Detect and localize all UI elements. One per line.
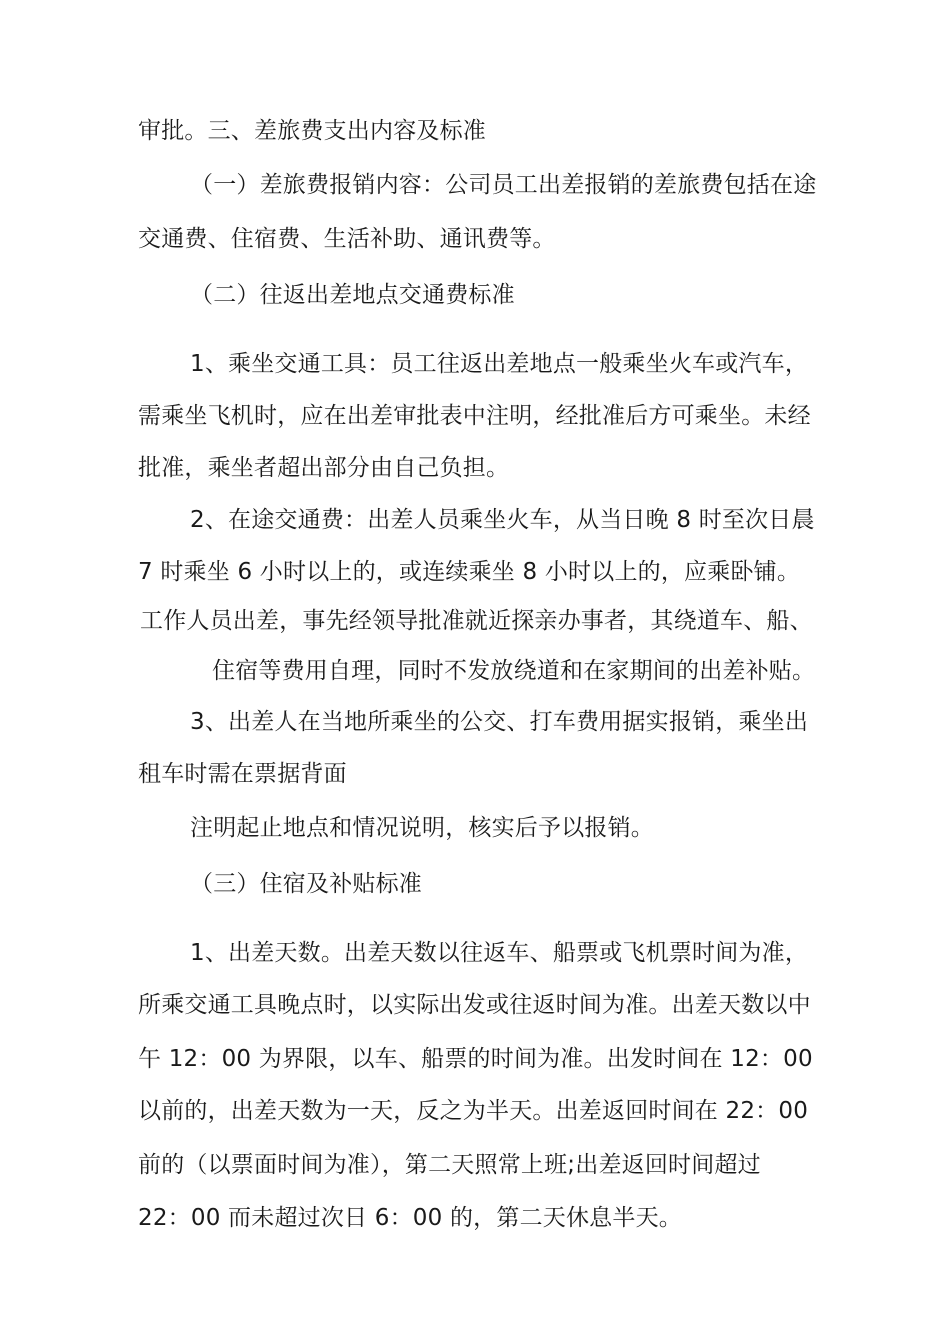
section-heading-1: （一）差旅费报销内容：公司员工出差报销的差旅费包括在途 — [190, 172, 817, 198]
text-line-6: 需乘坐飞机时，应在出差审批表中注明，经批准后方可乘坐。未经 — [138, 403, 811, 429]
text-line-17: 所乘交通工具晚点时，以实际出发或往返时间为准。出差天数以中 — [138, 992, 811, 1018]
text-line-5: 1、乘坐交通工具：员工往返出差地点一般乘坐火车或汽车， — [190, 351, 809, 377]
text-line-10: 工作人员出差，事先经领导批准就近探亲办事者，其绕道车、船、 — [140, 608, 813, 634]
text-line-12: 3、出差人在当地所乘坐的公交、打车费用据实报销，乘坐出 — [190, 709, 809, 735]
text-line-20: 前的（以票面时间为准），第二天照常上班;出差返回时间超过 — [138, 1152, 761, 1178]
text-line-18: 午 12：00 为界限，以车、船票的时间为准。出发时间在 12：00 — [138, 1046, 813, 1072]
text-line-8: 2、在途交通费：出差人员乘坐火车，从当日晚 8 时至次日晨 — [190, 507, 815, 533]
text-line-21: 22：00 而未超过次日 6：00 的，第二天休息半天。 — [138, 1205, 682, 1231]
text-line-7: 批准，乘坐者超出部分由自己负担。 — [138, 455, 510, 481]
text-line-9: 7 时乘坐 6 小时以上的，或连续乘坐 8 小时以上的，应乘卧铺。 — [138, 559, 801, 585]
section-heading-3: （三）住宿及补贴标准 — [190, 871, 422, 897]
text-line-13: 租车时需在票据背面 — [138, 761, 347, 787]
text-line-11: 住宿等费用自理，同时不发放绕道和在家期间的出差补贴。 — [212, 658, 816, 684]
section-heading-2: （二）往返出差地点交通费标准 — [190, 282, 515, 308]
text-line-1: 审批。三、差旅费支出内容及标准 — [138, 118, 486, 144]
text-line-14: 注明起止地点和情况说明，核实后予以报销。 — [190, 815, 654, 841]
text-line-16: 1、出差天数。出差天数以往返车、船票或飞机票时间为准， — [190, 940, 809, 966]
text-line-3: 交通费、住宿费、生活补助、通讯费等。 — [138, 226, 556, 252]
text-line-19: 以前的，出差天数为一天，反之为半天。出差返回时间在 22：00 — [138, 1098, 809, 1124]
